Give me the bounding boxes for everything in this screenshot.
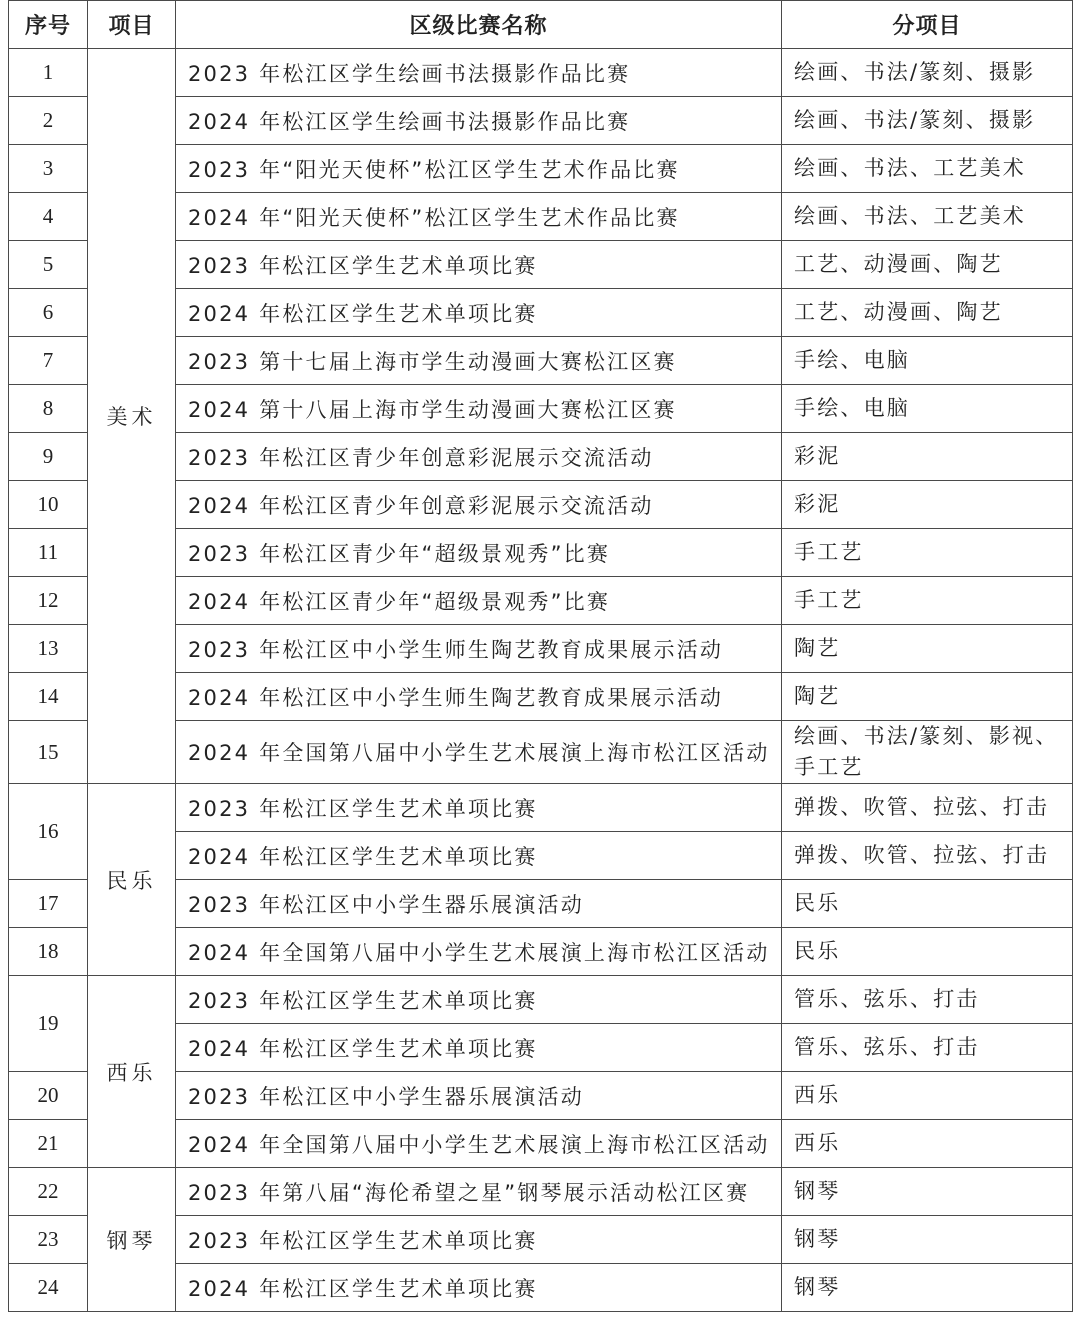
row-num: 5 [9,241,88,289]
competition-table [8,0,1073,1312]
row-sub: 弹拨、吹管、拉弦、打击 [782,832,1073,880]
row-name: 2024 年松江区学生绘画书法摄影作品比赛 [176,97,782,145]
row-name: 2024 年全国第八届中小学生艺术展演上海市松江区活动 [176,1120,782,1168]
row-num: 24 [9,1264,88,1312]
row-num: 15 [9,721,88,784]
row-name: 2023 年“阳光天使杯”松江区学生艺术作品比赛 [176,145,782,193]
row-num: 4 [9,193,88,241]
row-sub: 陶艺 [782,625,1073,673]
row-num: 19 [9,976,88,1072]
category-western: 西乐 [88,976,176,1168]
row-num: 12 [9,577,88,625]
row-name: 2023 年第八届“海伦希望之星”钢琴展示活动松江区赛 [176,1168,782,1216]
row-num: 6 [9,289,88,337]
row-num: 18 [9,928,88,976]
row-name: 2023 年松江区青少年“超级景观秀”比赛 [176,529,782,577]
row-num: 11 [9,529,88,577]
row-sub: 民乐 [782,880,1073,928]
row-name: 2023 年松江区中小学生器乐展演活动 [176,880,782,928]
row-sub: 手绘、电脑 [782,337,1073,385]
header-name: 区级比赛名称 [176,1,782,49]
row-name: 2024 年松江区学生艺术单项比赛 [176,1024,782,1072]
row-sub: 绘画、书法/篆刻、摄影 [782,49,1073,97]
row-name: 2023 年松江区中小学生师生陶艺教育成果展示活动 [176,625,782,673]
row-num: 13 [9,625,88,673]
row-num: 22 [9,1168,88,1216]
table-row [9,1168,1073,1216]
row-name: 2023 年松江区学生艺术单项比赛 [176,241,782,289]
row-name: 2023 年松江区学生艺术单项比赛 [176,976,782,1024]
category-art: 美术 [88,49,176,784]
row-sub: 工艺、动漫画、陶艺 [782,241,1073,289]
row-name: 2024 年松江区学生艺术单项比赛 [176,832,782,880]
row-name: 2023 年松江区学生绘画书法摄影作品比赛 [176,49,782,97]
table-header-row [9,1,1073,49]
row-sub: 手绘、电脑 [782,385,1073,433]
row-name: 2024 年松江区青少年创意彩泥展示交流活动 [176,481,782,529]
row-num: 9 [9,433,88,481]
row-num: 7 [9,337,88,385]
row-num: 20 [9,1072,88,1120]
header-num: 序号 [9,1,88,49]
row-sub: 绘画、书法/篆刻、影视、手工艺 [782,721,1073,784]
row-sub: 管乐、弦乐、打击 [782,1024,1073,1072]
row-sub: 西乐 [782,1120,1073,1168]
row-name: 2024 年松江区学生艺术单项比赛 [176,289,782,337]
row-sub: 弹拨、吹管、拉弦、打击 [782,784,1073,832]
row-name: 2024 年松江区青少年“超级景观秀”比赛 [176,577,782,625]
row-name: 2024 年松江区学生艺术单项比赛 [176,1264,782,1312]
row-name: 2023 第十七届上海市学生动漫画大赛松江区赛 [176,337,782,385]
row-num: 3 [9,145,88,193]
row-sub: 手工艺 [782,529,1073,577]
row-num: 1 [9,49,88,97]
row-num: 16 [9,784,88,880]
category-folk: 民乐 [88,784,176,976]
header-category: 项目 [88,1,176,49]
row-name: 2024 年“阳光天使杯”松江区学生艺术作品比赛 [176,193,782,241]
row-sub: 手工艺 [782,577,1073,625]
row-sub: 绘画、书法、工艺美术 [782,145,1073,193]
category-piano: 钢琴 [88,1168,176,1312]
row-sub: 绘画、书法、工艺美术 [782,193,1073,241]
row-num: 10 [9,481,88,529]
row-sub: 彩泥 [782,481,1073,529]
row-name: 2024 年松江区中小学生师生陶艺教育成果展示活动 [176,673,782,721]
row-sub: 西乐 [782,1072,1073,1120]
row-sub: 绘画、书法/篆刻、摄影 [782,97,1073,145]
row-name: 2023 年松江区中小学生器乐展演活动 [176,1072,782,1120]
row-name: 2023 年松江区青少年创意彩泥展示交流活动 [176,433,782,481]
row-sub: 彩泥 [782,433,1073,481]
row-sub: 民乐 [782,928,1073,976]
table-row [9,976,1073,1024]
row-sub: 工艺、动漫画、陶艺 [782,289,1073,337]
row-sub: 陶艺 [782,673,1073,721]
row-num: 17 [9,880,88,928]
row-num: 2 [9,97,88,145]
row-num: 23 [9,1216,88,1264]
row-sub: 钢琴 [782,1216,1073,1264]
row-num: 21 [9,1120,88,1168]
table-row [9,49,1073,97]
row-name: 2023 年松江区学生艺术单项比赛 [176,784,782,832]
row-sub: 管乐、弦乐、打击 [782,976,1073,1024]
row-sub: 钢琴 [782,1264,1073,1312]
row-name: 2024 第十八届上海市学生动漫画大赛松江区赛 [176,385,782,433]
row-sub: 钢琴 [782,1168,1073,1216]
row-num: 14 [9,673,88,721]
table-row [9,784,1073,832]
row-num: 8 [9,385,88,433]
row-name: 2024 年全国第八届中小学生艺术展演上海市松江区活动 [176,928,782,976]
row-name: 2024 年全国第八届中小学生艺术展演上海市松江区活动 [176,721,782,784]
header-sub: 分项目 [782,1,1073,49]
row-name: 2023 年松江区学生艺术单项比赛 [176,1216,782,1264]
